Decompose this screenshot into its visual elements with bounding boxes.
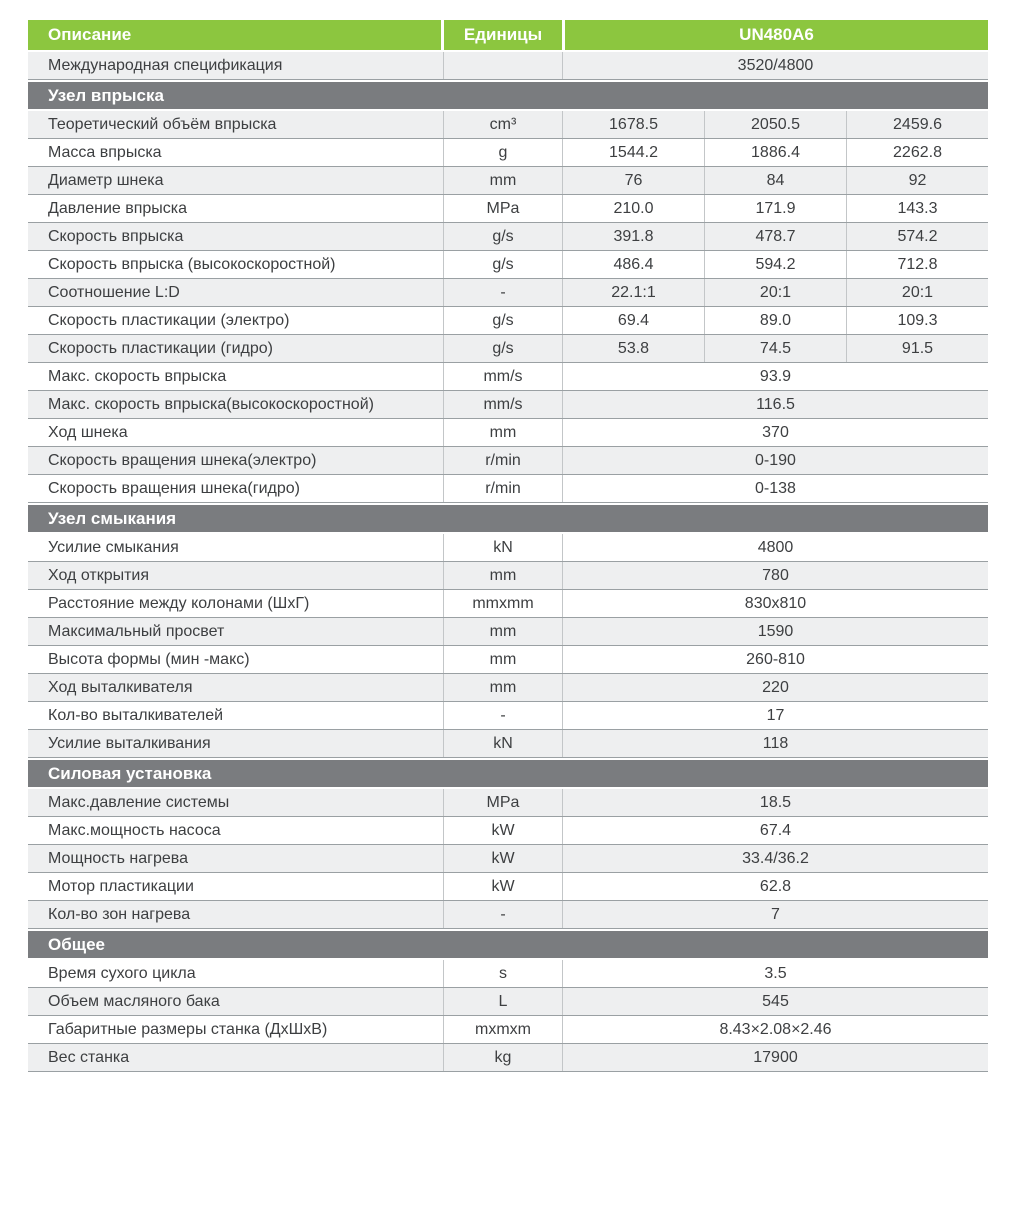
row-value: 93.9 — [759, 368, 792, 385]
table-row — [28, 167, 988, 195]
row-label: Макс. скорость впрыска(высокоскоростной) — [48, 396, 374, 413]
row-unit: kW — [443, 873, 563, 900]
row-label: Масса впрыска — [48, 144, 162, 161]
row-unit: mm — [443, 674, 563, 701]
row-value: 109.3 — [846, 307, 988, 334]
row-unit: - — [443, 901, 563, 928]
table-row — [28, 702, 988, 730]
row-values — [563, 702, 988, 729]
table-row — [28, 391, 988, 419]
row-value: 89.0 — [704, 307, 846, 334]
row-values — [563, 534, 988, 561]
table-row — [28, 845, 988, 873]
row-label: Скорость впрыска — [48, 228, 184, 245]
row-values — [563, 251, 988, 278]
table-row — [28, 988, 988, 1016]
row-unit — [443, 52, 563, 79]
row-value: 2050.5 — [704, 111, 846, 138]
table-header-row — [28, 20, 988, 50]
row-value: 92 — [846, 167, 988, 194]
row-unit: MPa — [443, 195, 563, 222]
row-values — [563, 730, 988, 757]
row-values — [563, 845, 988, 872]
row-label: Макс.мощность насоса — [48, 822, 221, 839]
row-value: 478.7 — [704, 223, 846, 250]
row-values — [563, 307, 988, 334]
row-value: 3.5 — [764, 965, 787, 982]
row-values — [563, 646, 988, 673]
row-unit: mmxmm — [443, 590, 563, 617]
row-label: Вес станка — [48, 1049, 130, 1066]
row-value: 1678.5 — [609, 116, 658, 133]
row-unit: r/min — [443, 475, 563, 502]
row-value: 2459.6 — [846, 111, 988, 138]
row-value: 260-810 — [746, 651, 805, 668]
row-label: Кол-во выталкивателей — [48, 707, 224, 724]
row-unit: mxmxm — [443, 1016, 563, 1043]
row-label: Давление впрыска — [48, 200, 188, 217]
row-unit: - — [443, 279, 563, 306]
table-row — [28, 307, 988, 335]
row-value: 17 — [766, 707, 785, 724]
row-value: 76 — [624, 172, 643, 189]
row-label: Мощность нагрева — [48, 850, 188, 867]
row-value: 17900 — [753, 1049, 798, 1066]
row-values — [563, 111, 988, 138]
row-value: 486.4 — [613, 256, 654, 273]
row-unit: g/s — [443, 223, 563, 250]
table-row — [28, 447, 988, 475]
row-value: 18.5 — [759, 794, 792, 811]
row-value: 210.0 — [613, 200, 654, 217]
row-value: 370 — [762, 424, 789, 441]
table-row — [28, 646, 988, 674]
row-label: Ход открытия — [48, 567, 150, 584]
table-row — [28, 534, 988, 562]
row-label: Габаритные размеры станка (ДхШхВ) — [48, 1021, 328, 1038]
row-values — [563, 1044, 988, 1071]
row-value: 1886.4 — [704, 139, 846, 166]
row-values — [563, 674, 988, 701]
row-label: Время сухого цикла — [48, 965, 196, 982]
row-values — [563, 223, 988, 250]
table-row — [28, 1016, 988, 1044]
table-row — [28, 817, 988, 845]
row-value: 69.4 — [617, 312, 650, 329]
row-values — [563, 363, 988, 390]
row-value: 545 — [762, 993, 789, 1010]
row-values — [563, 1016, 988, 1043]
row-unit: kW — [443, 817, 563, 844]
row-value: 0-138 — [755, 480, 796, 497]
row-unit: cm³ — [443, 111, 563, 138]
table-row — [28, 363, 988, 391]
row-values — [563, 475, 988, 502]
table-row — [28, 419, 988, 447]
row-value: 780 — [762, 567, 789, 584]
row-label: Скорость пластикации (гидро) — [48, 340, 273, 357]
row-values — [563, 562, 988, 589]
row-label: Усилие выталкивания — [48, 735, 211, 752]
row-unit: mm — [443, 562, 563, 589]
row-value: 830x810 — [744, 595, 807, 612]
row-value: 116.5 — [756, 396, 795, 413]
row-value: 0-190 — [755, 452, 796, 469]
table-row — [28, 873, 988, 901]
row-unit: mm — [443, 419, 563, 446]
table-row — [28, 562, 988, 590]
table-row — [28, 251, 988, 279]
row-values — [563, 139, 988, 166]
table-body — [28, 52, 988, 1072]
table-row — [28, 730, 988, 758]
row-values — [563, 817, 988, 844]
row-unit: mm — [443, 618, 563, 645]
row-value: 22.1:1 — [611, 284, 656, 301]
row-value: 67.4 — [759, 822, 792, 839]
table-row — [28, 618, 988, 646]
row-label: Соотношение L:D — [48, 284, 180, 301]
spec-table — [28, 20, 988, 1072]
row-value: 712.8 — [846, 251, 988, 278]
row-unit: kN — [443, 730, 563, 757]
table-row — [28, 1044, 988, 1072]
row-value: 53.8 — [617, 340, 650, 357]
row-unit: mm/s — [443, 363, 563, 390]
row-values — [563, 960, 988, 987]
row-unit: g — [443, 139, 563, 166]
row-label: Теоретический объём впрыска — [48, 116, 277, 133]
row-value: 118 — [762, 735, 789, 752]
row-value: 1590 — [757, 623, 794, 640]
row-value: 143.3 — [846, 195, 988, 222]
section-header: Общее — [28, 929, 988, 960]
row-label: Ход шнека — [48, 424, 128, 441]
row-label: Мотор пластикации — [48, 878, 194, 895]
row-value: 1544.2 — [609, 144, 658, 161]
row-value: 74.5 — [704, 335, 846, 362]
row-unit: kg — [443, 1044, 563, 1071]
row-label: Макс.давление системы — [48, 794, 230, 811]
row-label: Диаметр шнека — [48, 172, 164, 189]
table-row — [28, 901, 988, 929]
row-value: 2262.8 — [846, 139, 988, 166]
section-header: Силовая установка — [28, 758, 988, 789]
row-value: 20:1 — [846, 279, 988, 306]
row-values — [563, 391, 988, 418]
section-header: Узел впрыска — [28, 80, 988, 111]
row-values — [563, 167, 988, 194]
row-label: Объем масляного бака — [48, 993, 220, 1010]
table-row — [28, 335, 988, 363]
row-unit: g/s — [443, 251, 563, 278]
row-values — [563, 618, 988, 645]
row-value: 91.5 — [846, 335, 988, 362]
row-values — [563, 873, 988, 900]
row-values — [563, 789, 988, 816]
row-value: 33.4/36.2 — [742, 850, 809, 867]
row-value: 574.2 — [846, 223, 988, 250]
row-value: 20:1 — [704, 279, 846, 306]
header-units: Единицы — [444, 20, 562, 50]
header-description: Описание — [28, 20, 441, 50]
row-unit: - — [443, 702, 563, 729]
table-row — [28, 139, 988, 167]
row-label: Скорость вращения шнека(гидро) — [48, 480, 300, 497]
row-label: Высота формы (мин -макс) — [48, 651, 250, 668]
row-value: 4800 — [757, 539, 794, 556]
table-row — [28, 195, 988, 223]
row-values — [563, 279, 988, 306]
row-label: Скорость впрыска (высокоскоростной) — [48, 256, 336, 273]
row-value: 62.8 — [759, 878, 792, 895]
row-values — [563, 988, 988, 1015]
row-unit: L — [443, 988, 563, 1015]
row-value: 171.9 — [704, 195, 846, 222]
table-row — [28, 590, 988, 618]
row-value: 594.2 — [704, 251, 846, 278]
row-values — [563, 52, 988, 79]
row-values — [563, 335, 988, 362]
row-unit: kN — [443, 534, 563, 561]
row-label: Максимальный просвет — [48, 623, 225, 640]
row-value: 3520/4800 — [737, 57, 814, 74]
table-row — [28, 674, 988, 702]
row-values — [563, 590, 988, 617]
row-label: Макс. скорость впрыска — [48, 368, 227, 385]
row-value: 7 — [771, 906, 780, 923]
row-unit: r/min — [443, 447, 563, 474]
row-unit: mm — [443, 167, 563, 194]
row-unit: s — [443, 960, 563, 987]
row-value: 391.8 — [613, 228, 654, 245]
row-value: 8.43×2.08×2.46 — [719, 1021, 832, 1038]
table-row — [28, 111, 988, 139]
table-row — [28, 52, 988, 80]
table-row — [28, 789, 988, 817]
section-header: Узел смыкания — [28, 503, 988, 534]
row-label: Кол-во зон нагрева — [48, 906, 191, 923]
row-values — [563, 419, 988, 446]
row-values — [563, 901, 988, 928]
table-row — [28, 475, 988, 503]
table-row — [28, 279, 988, 307]
row-value: 220 — [762, 679, 789, 696]
row-value: 84 — [704, 167, 846, 194]
row-values — [563, 195, 988, 222]
row-values — [563, 447, 988, 474]
row-label: Скорость вращения шнека(электро) — [48, 452, 317, 469]
header-model-un480a6: UN480A6 — [565, 20, 988, 50]
row-unit: g/s — [443, 307, 563, 334]
row-label: Ход выталкивателя — [48, 679, 193, 696]
row-unit: kW — [443, 845, 563, 872]
row-unit: g/s — [443, 335, 563, 362]
row-label: Усилие смыкания — [48, 539, 179, 556]
row-label: Международная спецификация — [48, 57, 283, 74]
row-label: Скорость пластикации (электро) — [48, 312, 290, 329]
table-row — [28, 223, 988, 251]
row-unit: mm/s — [443, 391, 563, 418]
row-unit: mm — [443, 646, 563, 673]
row-unit: MPa — [443, 789, 563, 816]
row-label: Расстояние между колонами (ШхГ) — [48, 595, 310, 612]
table-row — [28, 960, 988, 988]
